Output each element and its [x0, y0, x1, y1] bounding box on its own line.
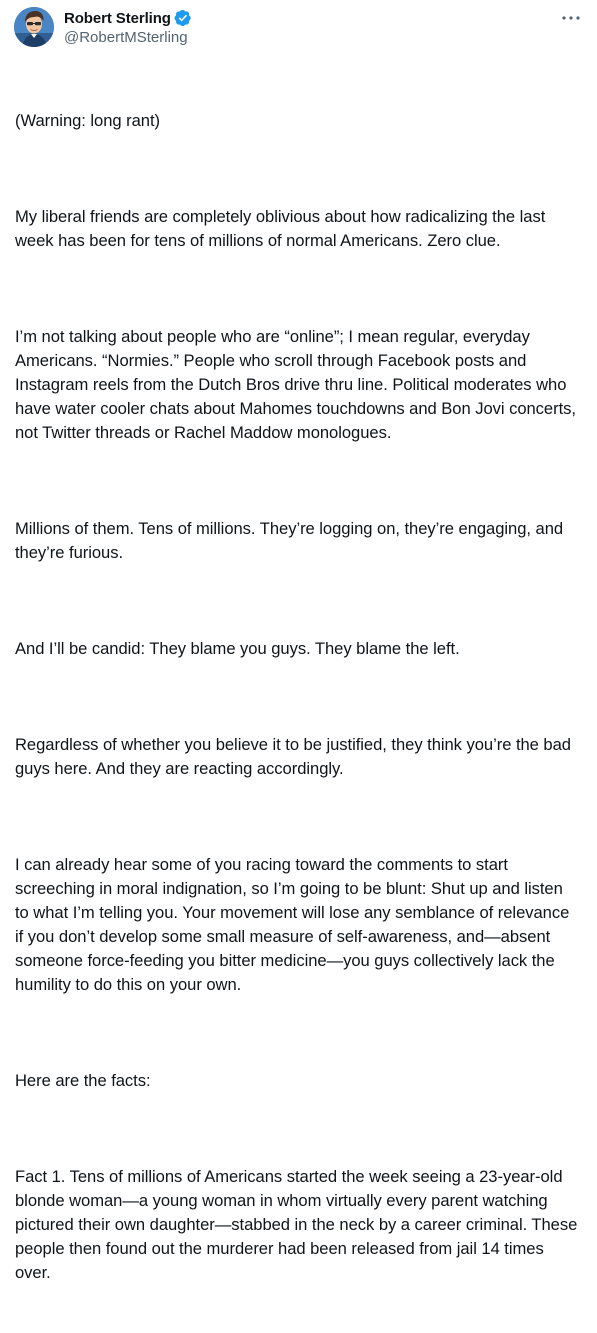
post-header: [14, 7, 584, 51]
post-paragraph-9: Fact 1. Tens of millions of Americans started the week seeing a 23-year-old blonde woman—a young woman in whom virtually every parent watching pictured their own daughter—stabbed in the neck by a career criminal. These people then found out the murderer had been released from jail 14 times over.: [15, 1167, 582, 1282]
post-paragraph-1: (Warning: long rant): [15, 111, 161, 130]
name-row: [64, 8, 192, 28]
post-paragraph-2: My liberal friends are completely oblivious about how radicalizing the last week has been for tens of millions of normal Americans. Zero clue.: [15, 207, 550, 250]
author-handle[interactable]: @RobertMSterling: [64, 29, 188, 46]
post-paragraph-4: Millions of them. Tens of millions. They’re logging on, they’re engaging, and they’re furious.: [15, 519, 568, 562]
post-paragraph-5: And I’ll be candid: They blame you guys. They blame the left.: [15, 639, 460, 658]
avatar-illustration: [14, 7, 54, 47]
post-paragraph-8: Here are the facts:: [15, 1071, 151, 1090]
post-text: [15, 61, 581, 1333]
verified-badge-icon[interactable]: [174, 9, 192, 27]
avatar[interactable]: [14, 7, 54, 47]
more-options-icon: [560, 9, 582, 27]
more-options-button[interactable]: [560, 9, 582, 27]
author-display-name[interactable]: Robert Sterling: [64, 9, 171, 27]
post-paragraph-6: Regardless of whether you believe it to be justified, they think you’re the bad guys here. And they are reacting accordingly.: [15, 735, 576, 778]
author-info: [64, 8, 192, 46]
post-paragraph-3: I’m not talking about people who are “online”; I mean regular, everyday Americans. “Normies.” People who scroll through Facebook posts and Instagram reels from the Dutch Bros drive thru line. Political moderates who have water cooler chats about Mahomes touchdowns and Bon Jovi concerts, not Twitter threads or Rachel Maddow monologues.: [15, 327, 581, 442]
post-paragraph-7: I can already hear some of you racing toward the comments to start screeching in moral indignation, so I’m going to be blunt: Shut up and listen to what I’m telling you. Your movement will lose any semblance of relevance if you don’t develop some small measure of self-awareness, and—absent someone force-feeding you bitter medicine—you guys collectively lack the humility to do this on your own.: [15, 855, 574, 994]
